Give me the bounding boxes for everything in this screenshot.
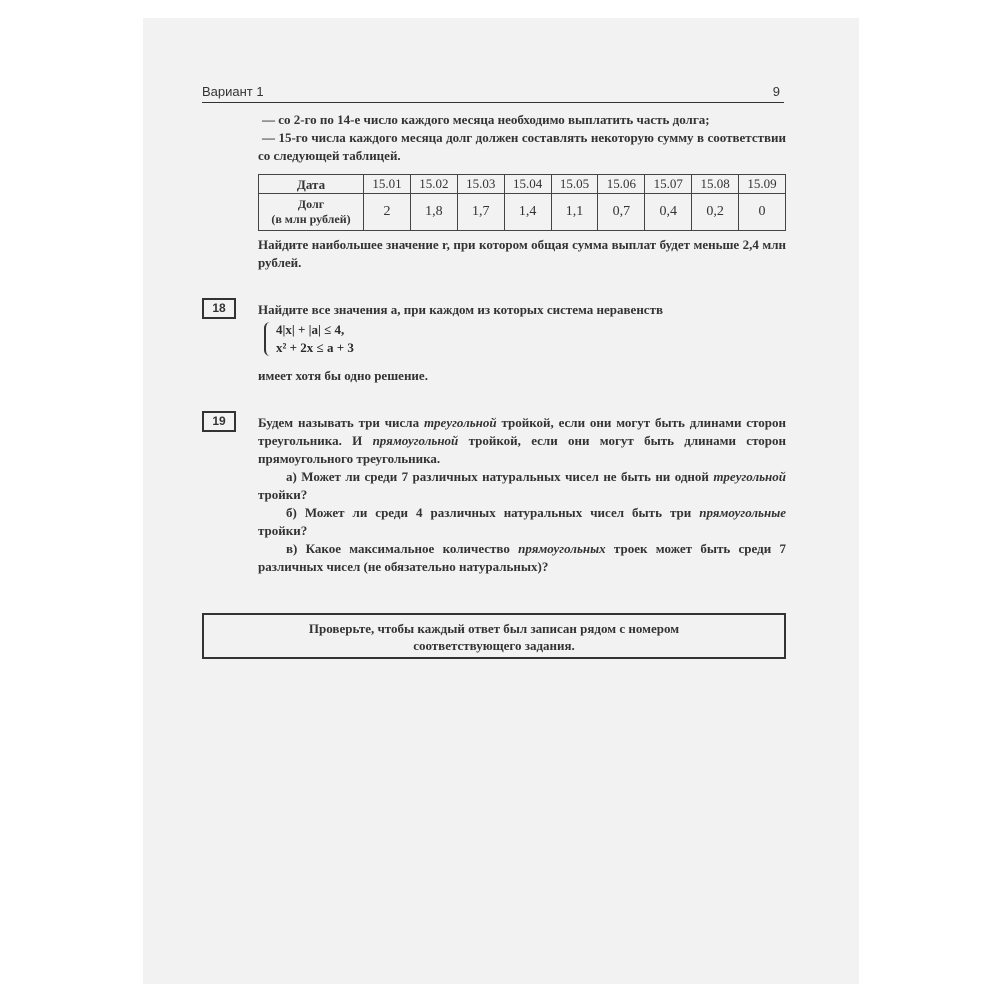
- text-fragment: троек может быть среди 7 различных чисел (не обязательно натуральных)?: [258, 541, 786, 574]
- term-right: прямоугольные: [699, 505, 786, 520]
- table-cell: 2: [364, 194, 411, 231]
- task17-conditions: [258, 111, 786, 165]
- task19-part-c: [258, 540, 786, 576]
- text-fragment: в) Какое максимальное количество: [286, 541, 519, 556]
- text-fragment: тройки?: [258, 487, 308, 502]
- table-cell: 1,4: [504, 194, 551, 231]
- task19-part-b: [258, 504, 786, 540]
- table-cell: 15.02: [410, 175, 457, 194]
- table-row-debts: [259, 194, 786, 231]
- table-row-dates: [259, 175, 786, 194]
- text-fragment: Будем называть три числа: [258, 415, 424, 430]
- text-fragment: тройки?: [258, 523, 308, 538]
- reminder-line-2: соответствующего задания.: [413, 638, 575, 653]
- task18-intro: Найдите все значения a, при каждом из которых система неравенств: [258, 302, 663, 317]
- table-cell: 15.06: [598, 175, 645, 194]
- task-number-19: 19: [202, 411, 236, 432]
- reminder-line-1: Проверьте, чтобы каждый ответ был записан рядом с номером: [308, 621, 680, 636]
- task-number-18: 18: [202, 298, 236, 319]
- table-cell: 1,1: [551, 194, 598, 231]
- debt-unit: (в млн рублей): [271, 212, 351, 226]
- reminder-box: [202, 613, 786, 659]
- table-header-debt: [259, 194, 364, 231]
- term-right: прямоугольной: [372, 433, 459, 448]
- task17-question: Найдите наибольшее значение r, при котором общая сумма выплат будет меньше 2,4 млн рублей.: [258, 237, 786, 270]
- debt-label: Долг: [297, 197, 325, 211]
- task19-part-a: [258, 468, 786, 504]
- table-cell: 15.04: [504, 175, 551, 194]
- text-fragment: тройкой, если они могут быть длинами сторон треугольника. И: [258, 415, 786, 448]
- table-cell: 1,7: [457, 194, 504, 231]
- table-cell: 0,4: [645, 194, 692, 231]
- variant-label: Вариант 1: [202, 84, 264, 99]
- table-cell: 15.08: [692, 175, 739, 194]
- table-cell: 15.03: [457, 175, 504, 194]
- table-cell: 0: [739, 194, 786, 231]
- table-cell: 15.09: [739, 175, 786, 194]
- table-header-date: Дата: [259, 175, 364, 194]
- page-header: [202, 82, 784, 103]
- inequality-2: x² + 2x ≤ a + 3: [276, 340, 354, 355]
- term-triangular: треугольной: [713, 469, 786, 484]
- text-fragment: а) Может ли среди 7 различных натуральных чисел не быть ни одной: [286, 469, 714, 484]
- task19-text: [258, 414, 786, 576]
- inequality-1: 4|x| + |a| ≤ 4,: [276, 322, 345, 337]
- table-cell: 15.05: [551, 175, 598, 194]
- table-cell: 15.07: [645, 175, 692, 194]
- text-fragment: б) Может ли среди 4 различных натуральных чисел быть три: [286, 505, 700, 520]
- task19-definition: [258, 414, 786, 468]
- task18-outro: имеет хотя бы одно решение.: [258, 368, 428, 383]
- debt-table: [258, 174, 786, 231]
- condition-line-1: — со 2-го по 14-е число каждого месяца необходимо выплатить часть долга;: [262, 112, 710, 127]
- system-brace: [264, 322, 272, 356]
- page-number: 9: [772, 84, 780, 99]
- table-cell: 0,7: [598, 194, 645, 231]
- term-triangular: треугольной: [423, 415, 497, 430]
- term-right: прямоугольных: [518, 541, 606, 556]
- text-fragment: тройкой, если они могут быть длинами сторон прямоугольного треугольника.: [258, 433, 787, 466]
- table-cell: 15.01: [364, 175, 411, 194]
- condition-line-2: — 15-го числа каждого месяца долг должен составлять некоторую сумму в соответствии со следующей таблицей.: [258, 130, 786, 163]
- table-cell: 0,2: [692, 194, 739, 231]
- table-cell: 1,8: [410, 194, 457, 231]
- reminder-text: [204, 620, 784, 654]
